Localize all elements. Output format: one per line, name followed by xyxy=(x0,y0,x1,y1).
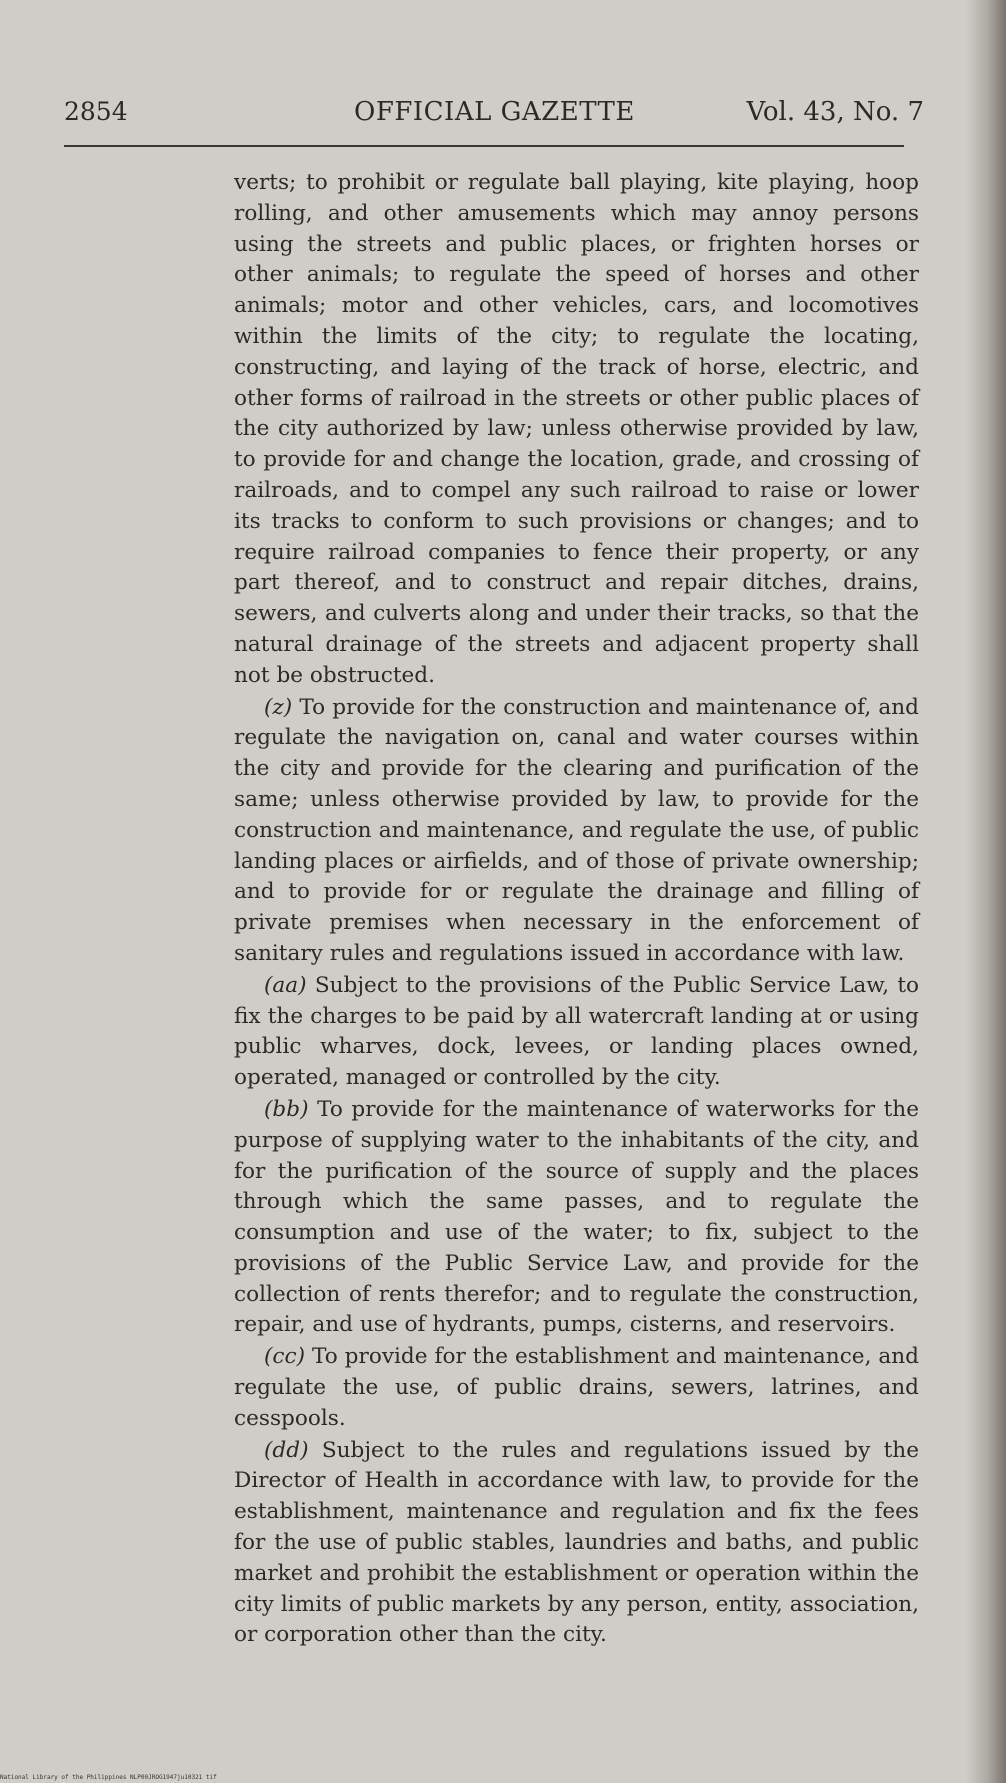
paragraph-text: To provide for the maintenance of waterworks for the purpose of supplying water to the inhabitants of the city, and for the purification of the source of supply and the places through which the same passes, and to regulate the consumption and use of the water; to fix, subject to the provisions of the Public Service Law, and provide for the collection of rents therefor; and to regulate the construction, repair, and use of hydrants, pumps, cisterns, and reservoirs. xyxy=(234,1096,919,1338)
page-edge-shadow xyxy=(966,0,1006,1783)
paragraph-continuation xyxy=(234,168,919,692)
section-label: (cc) xyxy=(264,1344,306,1370)
paragraph-bb xyxy=(234,1095,919,1341)
paragraph-dd xyxy=(234,1436,919,1652)
paragraph-text: Subject to the rules and regulations issued by the Director of Health in accordance with law, to provide for the establishment, maintenance and regulation and fix the fees for the use of public stables, laundries and baths, and public market and prohibit the establishment or operation within the city limits of public markets by any person, entity, association, or corporation other than the city. xyxy=(234,1437,919,1648)
header-rule xyxy=(64,145,904,147)
section-label: (aa) xyxy=(264,972,307,998)
gazette-title: OFFICIAL GAZETTE xyxy=(354,97,635,127)
paragraph-cc xyxy=(234,1342,919,1434)
section-label: (bb) xyxy=(264,1096,309,1122)
section-label: (z) xyxy=(264,694,293,720)
paragraph-z xyxy=(234,693,919,970)
section-label: (dd) xyxy=(264,1437,309,1463)
page-header xyxy=(64,97,924,137)
scan-source-footer: National Library of the Philippines NLP00JROG1947ju10321 tif xyxy=(0,1774,217,1781)
paragraph-text: Subject to the provisions of the Public Service Law, to fix the charges to be paid by all watercraft landing at or using public wharves, dock, levees, or landing places owned, operated, managed or controlled by the city. xyxy=(234,972,919,1091)
volume-number: Vol. 43, No. 7 xyxy=(746,97,924,127)
article-body xyxy=(234,168,919,1651)
paragraph-aa xyxy=(234,971,919,1094)
paragraph-text: To provide for the construction and maintenance of, and regulate the navigation on, canal and water courses within the city and provide for the clearing and purification of the same; unless otherwise provided by law, to provide for the construction and maintenance, and regulate the use, of public landing places or airfields, and of those of private ownership; and to provide for or regulate the drainage and filling of private premises when necessary in the enforcement of sanitary rules and regulations issued in accordance with law. xyxy=(234,694,919,966)
paragraph-text: verts; to prohibit or regulate ball playing, kite playing, hoop rolling, and other amusements which may annoy persons using the streets and public places, or frighten horses or other animals; to regulate the speed of horses and other animals; motor and other vehicles, cars, and locomotives within the limits of the city; to regulate the locating, constructing, and laying of the track of horse, electric, and other forms of railroad in the streets or other public places of the city authorized by law; unless otherwise provided by law, to provide for and change the location, grade, and crossing of railroads, and to compel any such railroad to raise or lower its tracks to conform to such provisions or changes; and to require railroad companies to fence their property, or any part thereof, and to construct and repair ditches, drains, sewers, and culverts along and under their tracks, so that the natural drainage of the streets and adjacent property shall not be obstructed. xyxy=(234,170,919,688)
page-number: 2854 xyxy=(64,97,128,126)
paragraph-text: To provide for the establishment and maintenance, and regulate the use, of public drains, sewers, latrines, and cesspools. xyxy=(234,1344,919,1431)
